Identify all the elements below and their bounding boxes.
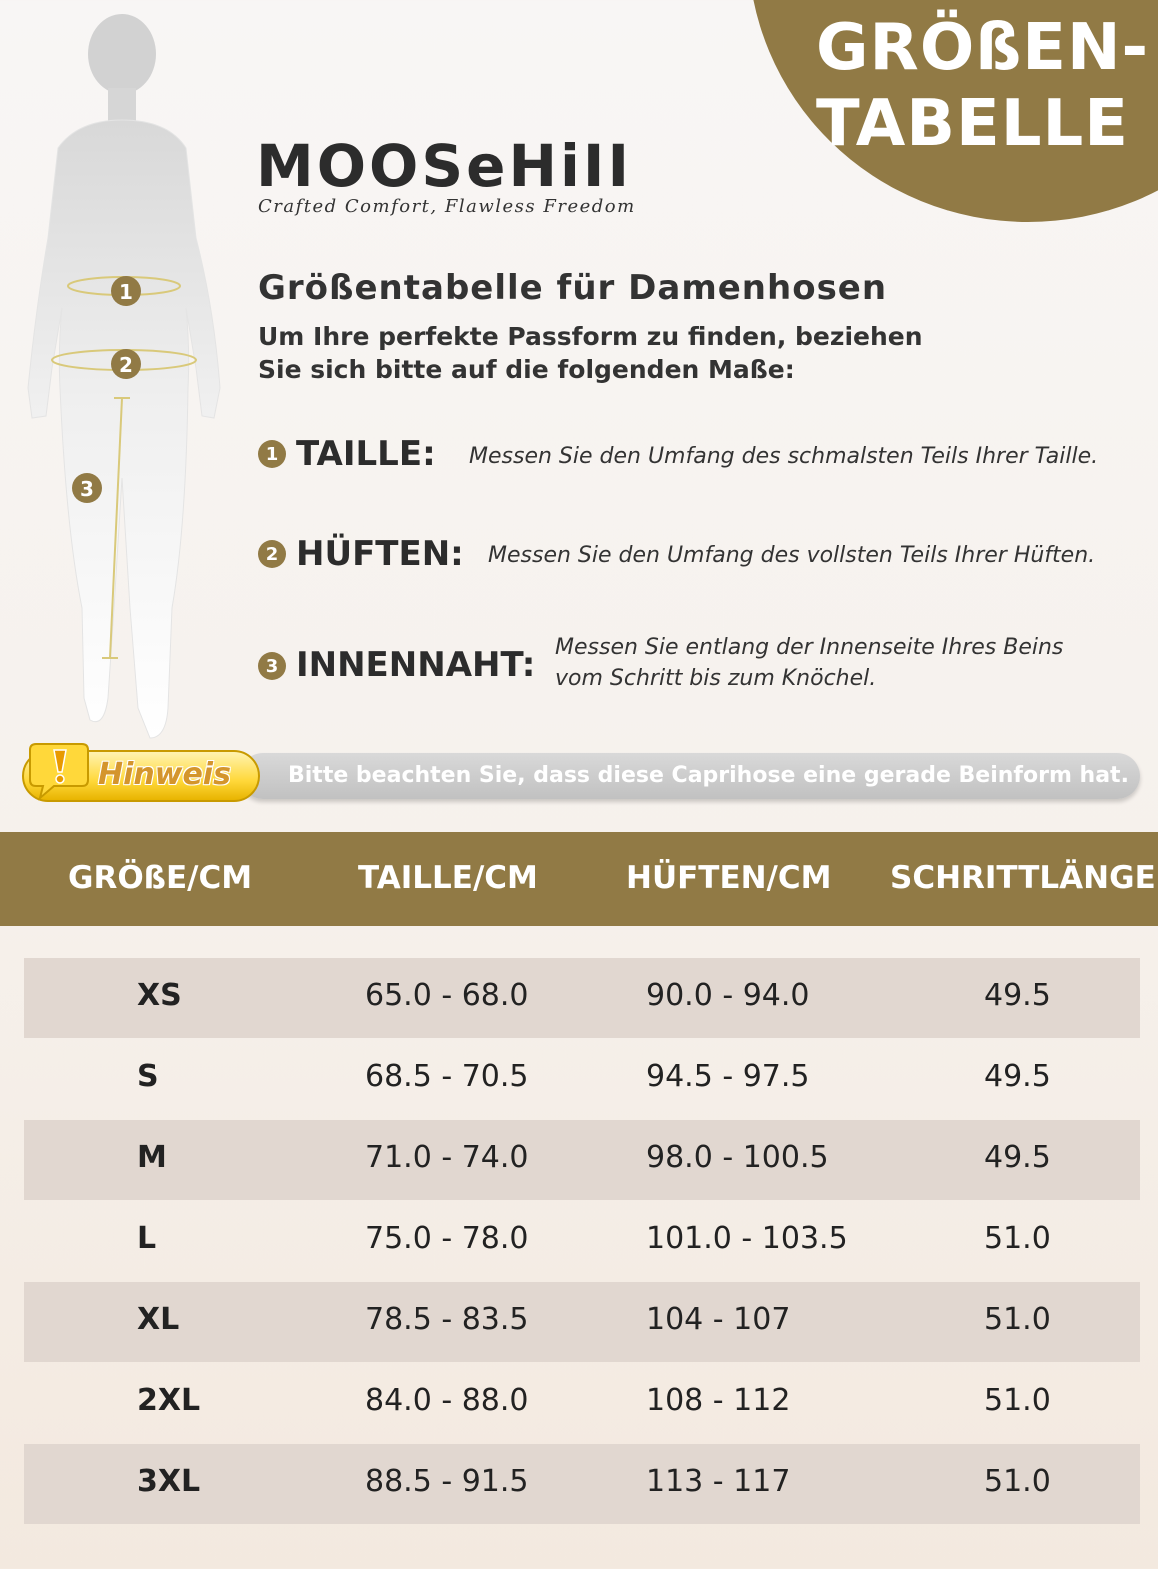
cell-hips: 108 - 112 [646, 1383, 791, 1418]
cell-size: S [137, 1059, 159, 1094]
page-title: Größentabelle für Damenhosen [258, 268, 888, 308]
cell-inseam: 49.5 [984, 1140, 1051, 1175]
hint-label: Hinweis [98, 757, 231, 792]
cell-waist: 68.5 - 70.5 [365, 1059, 529, 1094]
cell-hips: 98.0 - 100.5 [646, 1140, 829, 1175]
intro-text: Um Ihre perfekte Passform zu finden, beziehen Sie sich bitte auf die folgenden Maße: [258, 322, 923, 384]
cell-size: 3XL [137, 1464, 201, 1499]
column-header-waist: TAILLE/CM [358, 860, 538, 896]
cell-inseam: 49.5 [984, 1059, 1051, 1094]
column-header-size: GRÖßE/CM [68, 860, 253, 896]
table-row [24, 1039, 1140, 1119]
measurement-label-inseam: INNENNAHT: [296, 645, 536, 685]
body-figure-illustration [18, 8, 238, 748]
cell-waist: 65.0 - 68.0 [365, 978, 529, 1013]
cell-waist: 88.5 - 91.5 [365, 1464, 529, 1499]
column-header-hips: HÜFTEN/CM [626, 860, 832, 896]
cell-size: L [137, 1221, 157, 1256]
measurement-number-2: 2 [258, 540, 286, 568]
table-row [24, 1444, 1140, 1524]
corner-title [816, 10, 1158, 162]
cell-waist: 84.0 - 88.0 [365, 1383, 529, 1418]
cell-hips: 104 - 107 [646, 1302, 791, 1337]
cell-inseam: 51.0 [984, 1464, 1051, 1499]
cell-waist: 71.0 - 74.0 [365, 1140, 529, 1175]
measurement-desc-waist: Messen Sie den Umfang des schmalsten Teils Ihrer Taille. [469, 444, 1099, 469]
column-header-inseam: SCHRITTLÄNGE [890, 860, 1156, 896]
brand-tagline: Crafted Comfort, Flawless Freedom [258, 196, 636, 217]
cell-inseam: 49.5 [984, 978, 1051, 1013]
table-row [24, 1282, 1140, 1362]
cell-size: 2XL [137, 1383, 201, 1418]
cell-waist: 78.5 - 83.5 [365, 1302, 529, 1337]
cell-waist: 75.0 - 78.0 [365, 1221, 529, 1256]
measurement-number-1: 1 [258, 440, 286, 468]
cell-size: M [137, 1140, 167, 1175]
svg-text:3: 3 [80, 477, 94, 501]
measurement-number-3: 3 [258, 652, 286, 680]
measurement-desc-hips: Messen Sie den Umfang des vollsten Teils Ihrer Hüften. [488, 543, 1096, 568]
svg-text:1: 1 [119, 280, 133, 304]
corner-title-line2: TABELLE [816, 87, 1129, 161]
cell-size: XL [137, 1302, 180, 1337]
svg-text:2: 2 [119, 353, 133, 377]
corner-title-line1: GRÖßEN- [816, 11, 1150, 85]
cell-inseam: 51.0 [984, 1302, 1051, 1337]
cell-hips: 90.0 - 94.0 [646, 978, 810, 1013]
cell-inseam: 51.0 [984, 1221, 1051, 1256]
measurement-label-waist: TAILLE: [296, 434, 436, 474]
speech-bubble-exclamation-icon [26, 736, 92, 802]
table-row [24, 1363, 1140, 1443]
cell-size: XS [137, 978, 182, 1013]
table-row [24, 1201, 1140, 1281]
cell-hips: 94.5 - 97.5 [646, 1059, 810, 1094]
measurement-desc-inseam: Messen Sie entlang der Innenseite Ihres Beins vom Schritt bis zum Knöchel. [555, 635, 1064, 691]
cell-hips: 113 - 117 [646, 1464, 791, 1499]
cell-hips: 101.0 - 103.5 [646, 1221, 848, 1256]
table-row [24, 1120, 1140, 1200]
table-row [24, 958, 1140, 1038]
brand-logo: MOOSeHiII [256, 132, 633, 200]
hint-text: Bitte beachten Sie, dass diese Caprihose eine gerade Beinform hat. [288, 763, 1129, 788]
cell-inseam: 51.0 [984, 1383, 1051, 1418]
measurement-label-hips: HÜFTEN: [296, 534, 464, 574]
